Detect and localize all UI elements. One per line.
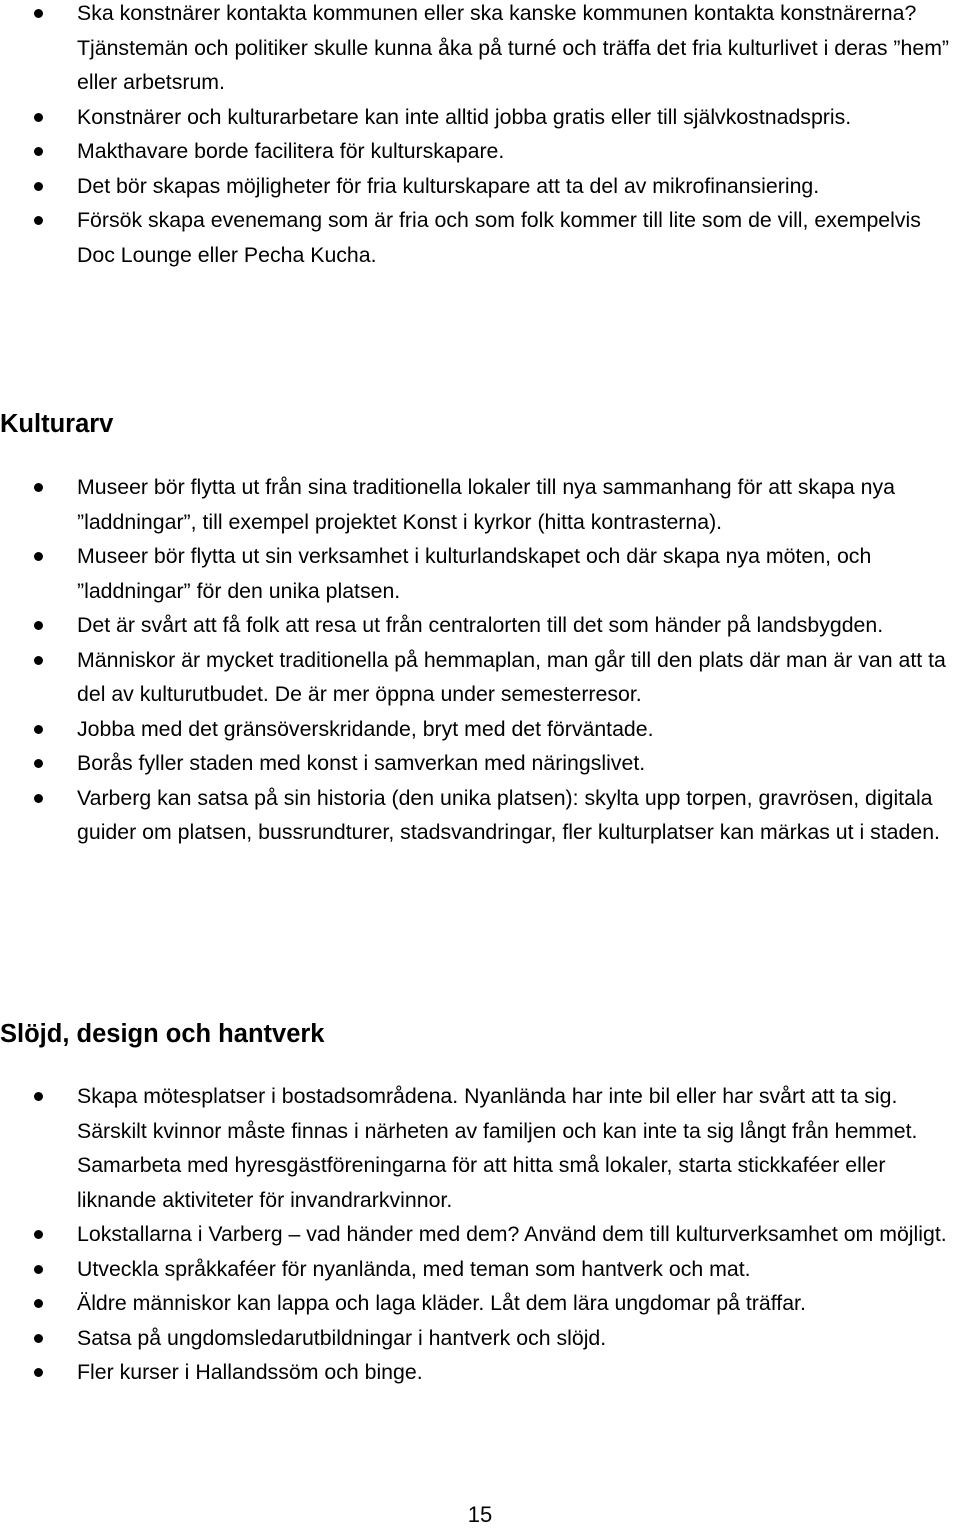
bullet-list-slojd: [0, 1079, 960, 1390]
bullet-icon: [34, 182, 43, 191]
bullet-icon: [34, 483, 43, 492]
list-item: [0, 1355, 960, 1390]
list-item-text: Äldre människor kan lappa och laga kläder. Låt dem lära ungdomar på träffar.: [77, 1291, 806, 1315]
list-item-text: Jobba med det gränsöverskridande, bryt med det förväntade.: [77, 716, 654, 741]
list-item-text: Konstnärer och kulturarbetare kan inte alltid jobba gratis eller till självkostnadspris.: [77, 104, 852, 129]
list-item: [0, 1321, 960, 1356]
list-item-text: Skapa mötesplatser i bostadsområdena. Nyanlända har inte bil eller har svårt att ta sig. Särskilt kvinnor måste finnas i närheten av familjen och kan inte ta sig långt från hemmet. Samarbeta med hyresgästföreningarna för att hitta små lokaler, starta stickkaféer eller liknande aktiviteter för invandrarkvinnor.: [77, 1084, 918, 1212]
list-item: [0, 0, 960, 100]
bullet-list-kulturarv: [0, 470, 960, 850]
list-item-text: Museer bör flytta ut från sina traditionella lokaler till nya sammanhang för att skapa nya ”laddningar”, till exempel projektet Konst i kyrkor (hitta kontrasterna).: [77, 475, 895, 534]
list-item: [0, 781, 960, 850]
bullet-icon: [34, 621, 43, 630]
list-item-text: Människor är mycket traditionella på hemmaplan, man går till den plats där man är van att ta del av kulturutbudet. De är mer öppna under semesterresor.: [77, 647, 946, 706]
bullet-icon: [34, 794, 43, 803]
list-item-text: Varberg kan satsa på sin historia (den unika platsen): skylta upp torpen, gravrösen, digitala guider om platsen, bussrundturer, stadsvandringar, fler kulturplatser kan märkas ut i staden.: [77, 785, 940, 844]
bullet-icon: [34, 113, 43, 122]
list-item: [0, 203, 960, 272]
bullet-icon: [34, 1092, 43, 1101]
list-item-text: Det bör skapas möjligheter för fria kulturskapare att ta del av mikrofinansiering.: [77, 173, 820, 198]
bullet-icon: [34, 552, 43, 561]
list-item: [0, 608, 960, 643]
list-item-text: Utveckla språkkaféer för nyanlända, med teman som hantverk och mat.: [77, 1256, 751, 1281]
list-item-text: Makthavare borde facilitera för kulturskapare.: [77, 139, 505, 163]
list-item: [0, 1217, 960, 1252]
bullet-icon: [34, 1368, 43, 1377]
list-item: [0, 1252, 960, 1287]
bullet-icon: [34, 1299, 43, 1308]
list-item: [0, 1079, 960, 1217]
list-item: [0, 1286, 960, 1321]
list-item: [0, 539, 960, 608]
section-heading-kulturarv: Kulturarv: [0, 410, 114, 438]
list-item-text: Satsa på ungdomsledarutbildningar i hantverk och slöjd.: [77, 1325, 607, 1350]
bullet-list-intro: [0, 0, 960, 272]
list-item-text: Lokstallarna i Varberg – vad händer med dem? Använd dem till kulturverksamhet om möjligt.: [77, 1222, 947, 1246]
list-item: [0, 643, 960, 712]
bullet-icon: [34, 725, 43, 734]
list-item: [0, 169, 960, 204]
bullet-icon: [34, 759, 43, 768]
list-item-text: Det är svårt att få folk att resa ut från centralorten till det som händer på landsbygden.: [77, 613, 884, 637]
list-item-text: Ska konstnärer kontakta kommunen eller ska kanske kommunen kontakta konstnärerna? Tjänstemän och politiker skulle kunna åka på turné och träffa det fria kulturlivet i deras ”hem” eller arbetsrum.: [77, 1, 950, 94]
bullet-icon: [34, 1334, 43, 1343]
page-number: 15: [467, 1502, 493, 1527]
list-item-text: Borås fyller staden med konst i samverkan med näringslivet.: [77, 751, 646, 775]
list-item: [0, 746, 960, 781]
section-heading-slojd: Slöjd, design och hantverk: [0, 1020, 325, 1048]
bullet-icon: [34, 1230, 43, 1239]
list-item: [0, 470, 960, 539]
list-item: [0, 100, 960, 135]
bullet-icon: [34, 9, 43, 18]
list-item: [0, 134, 960, 169]
bullet-icon: [34, 147, 43, 156]
bullet-icon: [34, 1265, 43, 1274]
list-item-text: Försök skapa evenemang som är fria och som folk kommer till lite som de vill, exempelvis Doc Lounge eller Pecha Kucha.: [77, 208, 921, 267]
bullet-icon: [34, 656, 43, 665]
bullet-icon: [34, 216, 43, 225]
list-item: [0, 712, 960, 747]
list-item-text: Museer bör flytta ut sin verksamhet i kulturlandskapet och där skapa nya möten, och ”laddningar” för den unika platsen.: [77, 544, 872, 603]
list-item-text: Fler kurser i Hallandssöm och binge.: [77, 1360, 423, 1384]
